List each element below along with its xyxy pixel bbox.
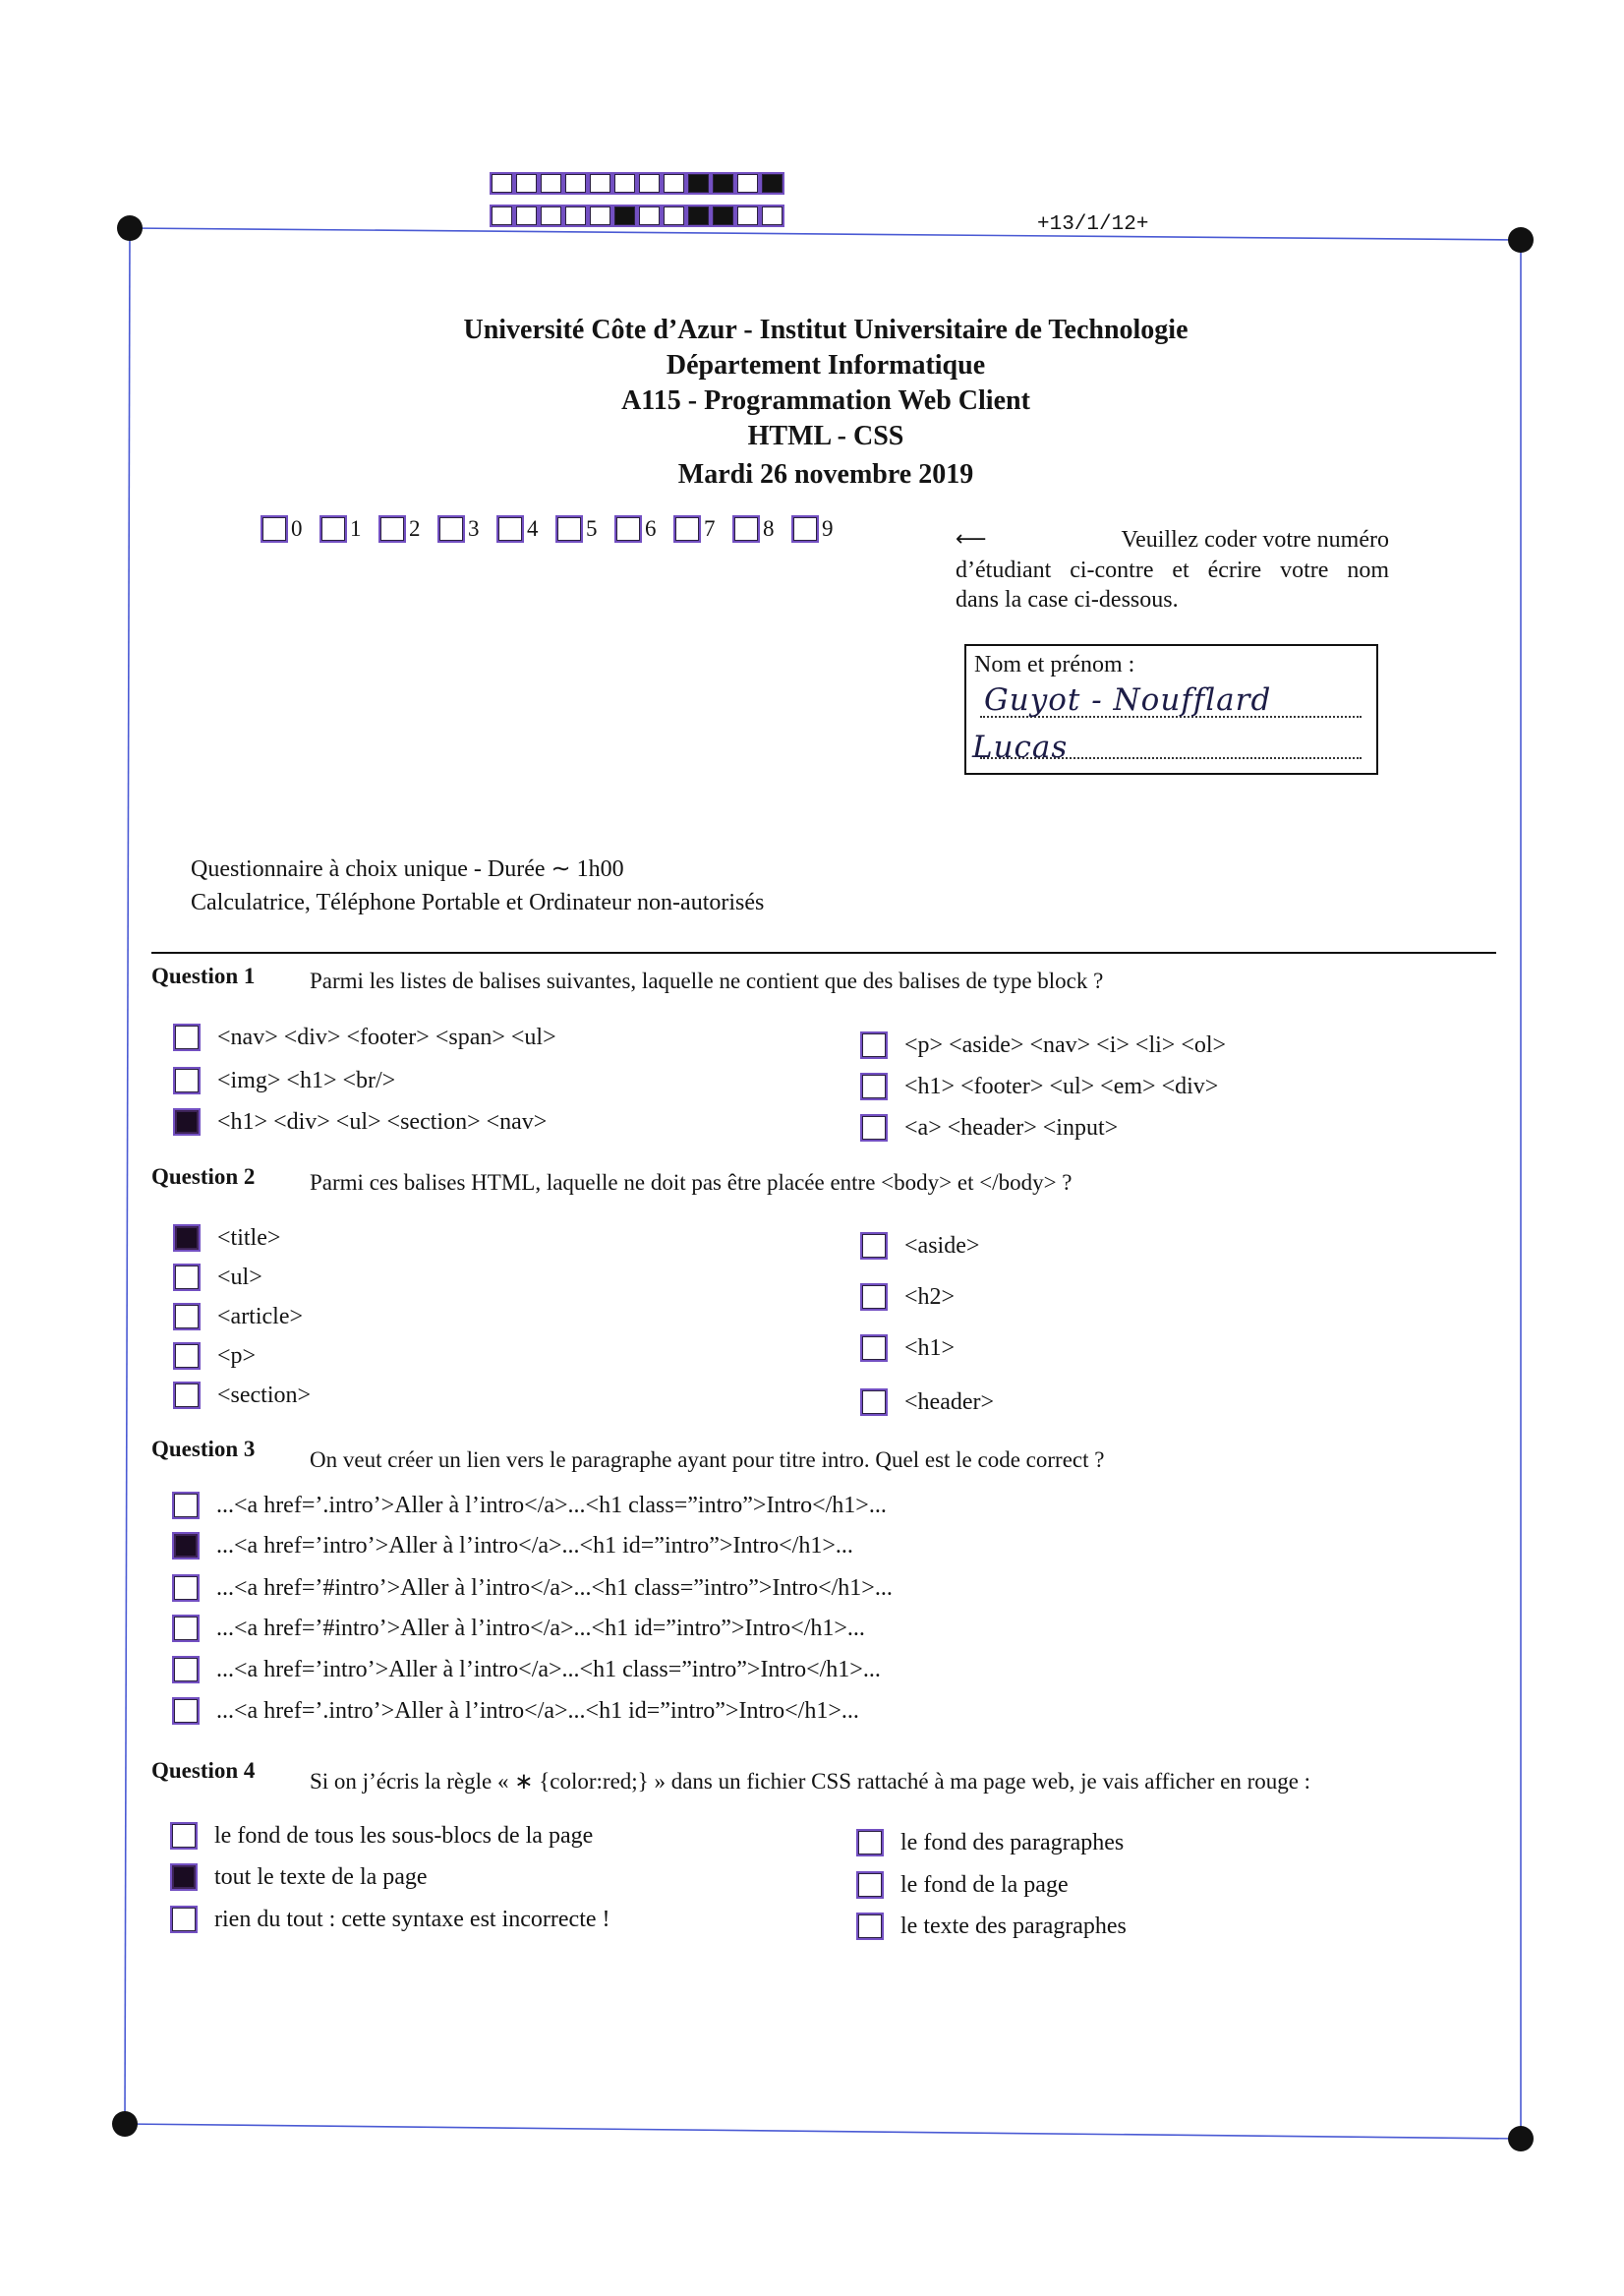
digit-label: 5 [586,516,598,541]
page-code: +13/1/12+ [1037,213,1149,236]
answer-checkbox[interactable] [856,1871,884,1899]
answer-checkbox[interactable] [173,1303,201,1330]
answer-label: <title> [217,1224,281,1251]
question-label: Question 1 [151,964,256,988]
exam-rules: Calculatrice, Téléphone Portable et Ordinateur non-autorisés [191,890,765,915]
question-text: Si on j’écris la règle « ∗ {color:red;} » dans un fichier CSS rattaché à ma page web, je vais afficher en rouge : [310,1769,1311,1794]
handwritten-first-name: Lucas [972,730,1069,765]
option-q1-right-2[interactable] [860,1072,1218,1101]
digit-choice-3[interactable] [437,514,496,544]
answer-label: ...<a href=’#intro’>Aller à l’intro</a>...<h1 id=”intro”>Intro</h1>... [216,1615,865,1641]
option-q2-left-5[interactable] [173,1381,311,1410]
answer-label: <h1> [904,1334,956,1361]
digit-checkbox[interactable] [555,515,583,543]
digit-label: 8 [763,516,775,541]
id-mark-box [539,205,563,227]
digit-checkbox[interactable] [791,515,819,543]
id-mark-box [490,205,514,227]
frame-bottom-line [125,2124,1521,2139]
answer-checkbox[interactable] [172,1532,200,1560]
digit-label: 0 [291,516,303,541]
id-mark-box [514,205,539,227]
option-q3-5[interactable] [172,1655,881,1684]
option-q3-1[interactable] [172,1491,887,1520]
answer-label: <aside> [904,1232,980,1259]
instructions-text: Veuillez coder votre numéro [1121,527,1389,553]
digit-choice-7[interactable] [673,514,732,544]
option-q3-3[interactable] [172,1573,893,1603]
id-marks [490,172,784,227]
id-mark-box [539,172,563,195]
question-text: Parmi les listes de balises suivantes, laquelle ne contient que des balises de type block ? [310,969,1104,993]
digit-choice-4[interactable] [496,514,555,544]
answer-label: ...<a href=’intro’>Aller à l’intro</a>...<h1 id=”intro”>Intro</h1>... [216,1532,853,1559]
id-mark-box [612,205,637,227]
digit-checkbox[interactable] [261,515,288,543]
answer-label: rien du tout : cette syntaxe est incorrecte ! [214,1906,610,1932]
option-q1-left-3[interactable] [173,1107,547,1137]
answer-label: <header> [904,1388,995,1415]
option-q4-left-3[interactable] [170,1905,610,1934]
instructions-line-2: d’étudiant ci-contre et écrire votre nom [956,558,1389,583]
digit-choice-2[interactable] [378,514,437,544]
answer-label: <article> [217,1303,304,1329]
digit-label: 6 [645,516,657,541]
option-q1-right-1[interactable] [860,1030,1226,1060]
digit-label: 4 [527,516,539,541]
corner-marker-bottom-right [1508,2126,1534,2151]
answer-label: ...<a href=’.intro’>Aller à l’intro</a>...<h1 class=”intro”>Intro</h1>... [216,1492,887,1518]
option-q2-right-4[interactable] [860,1387,994,1417]
answer-label: le fond de la page [900,1871,1069,1898]
id-mark-box [563,172,588,195]
answer-label: <h1> <div> <ul> <section> <nav> [217,1108,548,1135]
digit-choice-9[interactable] [791,514,850,544]
answer-checkbox[interactable] [172,1697,200,1725]
option-q2-left-2[interactable] [173,1263,262,1292]
answer-checkbox[interactable] [172,1615,200,1642]
header-subject: HTML - CSS [747,421,904,451]
answer-checkbox[interactable] [860,1283,888,1311]
answer-checkbox[interactable] [173,1108,201,1136]
digit-label: 2 [409,516,421,541]
answer-label: <section> [217,1382,312,1408]
digit-checkbox[interactable] [673,515,701,543]
option-q1-left-1[interactable] [173,1023,556,1052]
answer-label: ...<a href=’intro’>Aller à l’intro</a>...<h1 class=”intro”>Intro</h1>... [216,1656,881,1682]
option-q2-right-1[interactable] [860,1231,979,1261]
answer-label: <h2> [904,1283,956,1310]
answer-checkbox[interactable] [173,1024,201,1051]
answer-label: le fond de tous les sous-blocs de la page [214,1822,594,1849]
answer-checkbox[interactable] [170,1863,198,1891]
digit-choice-5[interactable] [555,514,614,544]
name-field-label: Nom et prénom : [974,652,1135,677]
id-mark-box [760,172,784,195]
answer-label: ...<a href=’.intro’>Aller à l’intro</a>...<h1 id=”intro”>Intro</h1>... [216,1697,859,1724]
id-mark-box [662,205,686,227]
answer-checkbox[interactable] [173,1264,201,1291]
answer-label: <h1> <footer> <ul> <em> <div> [904,1073,1219,1099]
answer-label: <p> [217,1342,257,1369]
id-mark-row [490,205,784,227]
answer-label: <ul> [217,1264,262,1290]
handwritten-surname: Guyot - Noufflard [984,682,1272,718]
question-text: On veut créer un lien vers le paragraphe ayant pour titre intro. Quel est le code correct ? [310,1447,1105,1472]
header-university: Université Côte d’Azur - Institut Universitaire de Technologie [463,315,1189,345]
id-mark-box [637,205,662,227]
answer-checkbox[interactable] [173,1224,201,1252]
answer-checkbox[interactable] [173,1382,201,1409]
answer-checkbox[interactable] [173,1342,201,1370]
student-number-boxes [261,514,850,544]
option-q1-left-2[interactable] [173,1066,395,1095]
digit-checkbox[interactable] [378,515,406,543]
digit-checkbox[interactable] [319,515,347,543]
id-mark-box [612,172,637,195]
digit-label: 1 [350,516,362,541]
option-q1-right-3[interactable] [860,1113,1118,1143]
digit-choice-8[interactable] [732,514,791,544]
id-mark-box [514,172,539,195]
id-mark-box [563,205,588,227]
answer-checkbox[interactable] [173,1067,201,1094]
instructions-line-3: dans la case ci-dessous. [956,587,1179,613]
corner-marker-top-right [1508,227,1534,253]
id-mark-box [588,205,612,227]
answer-checkbox[interactable] [172,1492,200,1519]
answer-checkbox[interactable] [856,1913,884,1940]
question-label: Question 2 [151,1164,256,1189]
option-q3-2[interactable] [172,1531,853,1560]
answer-checkbox[interactable] [170,1822,198,1850]
option-q2-right-3[interactable] [860,1333,955,1363]
option-q4-left-1[interactable] [170,1821,593,1851]
answer-checkbox[interactable] [172,1574,200,1602]
option-q2-left-4[interactable] [173,1341,256,1371]
horizontal-rule [151,952,1496,954]
answer-checkbox[interactable] [860,1388,888,1416]
answer-checkbox[interactable] [170,1906,198,1933]
answer-label: tout le texte de la page [214,1863,428,1890]
answer-label: le texte des paragraphes [900,1913,1127,1939]
digit-label: 3 [468,516,480,541]
id-mark-box [711,205,735,227]
id-mark-row [490,172,784,195]
header-date: Mardi 26 novembre 2019 [677,459,974,490]
option-q4-right-1[interactable] [856,1828,1124,1857]
frame-left-line [125,228,130,2124]
instructions-line-1 [956,525,1389,555]
digit-checkbox[interactable] [732,515,760,543]
question-text: Parmi ces balises HTML, laquelle ne doit pas être placée entre <body> et </body> ? [310,1170,1073,1195]
option-q2-left-3[interactable] [173,1302,303,1331]
name-field[interactable] [964,644,1378,775]
option-q4-left-2[interactable] [170,1862,428,1892]
answer-checkbox[interactable] [860,1232,888,1260]
answer-label: le fond des paragraphes [900,1829,1125,1855]
answer-checkbox[interactable] [860,1334,888,1362]
answer-label: ...<a href=’#intro’>Aller à l’intro</a>...<h1 class=”intro”>Intro</h1>... [216,1574,893,1601]
id-mark-box [490,172,514,195]
answer-checkbox[interactable] [860,1073,888,1100]
answer-label: <a> <header> <input> [904,1114,1119,1141]
id-mark-box [686,172,711,195]
answer-checkbox[interactable] [860,1031,888,1059]
id-mark-box [760,205,784,227]
header-department: Département Informatique [666,350,986,381]
frame-top-line [130,228,1521,240]
id-mark-box [711,172,735,195]
option-q4-right-2[interactable] [856,1870,1069,1900]
id-mark-box [735,172,760,195]
digit-label: 9 [822,516,834,541]
id-mark-box [686,205,711,227]
option-q3-4[interactable] [172,1614,865,1643]
id-mark-box [588,172,612,195]
digit-checkbox[interactable] [496,515,524,543]
digit-checkbox[interactable] [614,515,642,543]
corner-marker-bottom-left [112,2111,138,2137]
question-label: Question 3 [151,1437,256,1461]
question-label: Question 4 [151,1758,256,1783]
option-q4-right-3[interactable] [856,1912,1127,1941]
digit-checkbox[interactable] [437,515,465,543]
answer-checkbox[interactable] [856,1829,884,1856]
answer-checkbox[interactable] [860,1114,888,1142]
digit-choice-6[interactable] [614,514,673,544]
answer-label: <img> <h1> <br/> [217,1067,396,1093]
id-mark-box [662,172,686,195]
option-q3-6[interactable] [172,1696,859,1726]
id-mark-box [637,172,662,195]
id-mark-box [735,205,760,227]
digit-choice-0[interactable] [261,514,319,544]
digit-choice-1[interactable] [319,514,378,544]
option-q2-right-2[interactable] [860,1282,955,1312]
option-q2-left-1[interactable] [173,1223,280,1253]
corner-marker-top-left [117,215,143,241]
answer-checkbox[interactable] [172,1656,200,1683]
exam-format: Questionnaire à choix unique - Durée ∼ 1h00 [191,856,624,882]
answer-label: <p> <aside> <nav> <i> <li> <ol> [904,1031,1227,1058]
answer-label: <nav> <div> <footer> <span> <ul> [217,1024,556,1050]
header-course: A115 - Programmation Web Client [621,385,1030,416]
digit-label: 7 [704,516,716,541]
left-arrow-icon: ⟵ [956,527,987,552]
